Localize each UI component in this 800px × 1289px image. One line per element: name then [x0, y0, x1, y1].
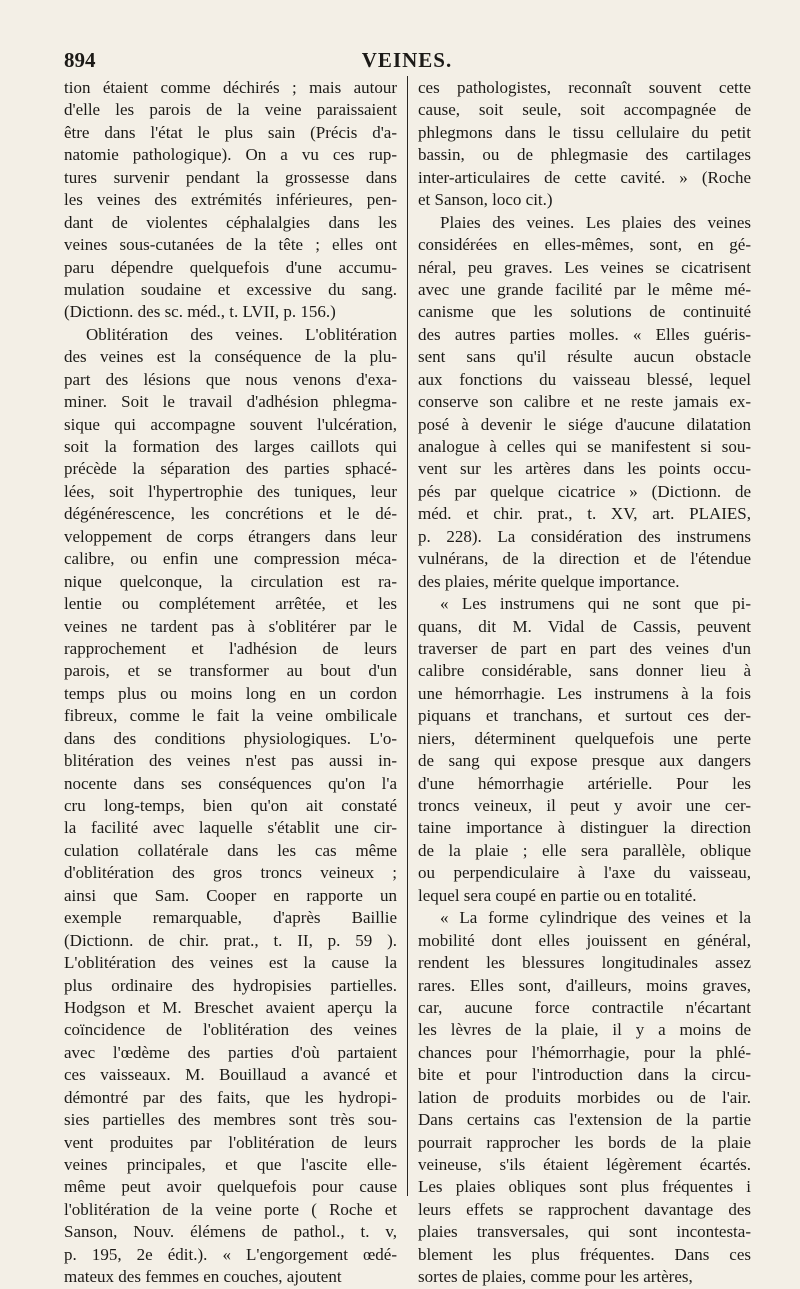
text-line: méd. et chir. prat., t. XV, art. PLAIES, [418, 504, 751, 524]
text-line: « La forme cylindrique des veines et la [440, 908, 751, 928]
text-line: tures survenir pendant la grossesse dans [64, 167, 397, 187]
text-line: Hodgson et M. Breschet avaient aperçu la [64, 997, 397, 1017]
text-line: nique quelconque, la circulation est ra- [64, 571, 397, 591]
text-line: niers, déterminent quelquefois une perte [418, 728, 751, 748]
text-line: taine importance à distinguer la direction [418, 818, 751, 838]
text-line: (Dictionn. de chir. prat., t. II, p. 59 ). [64, 930, 397, 950]
text-line: sies partielles des membres sont très sou- [64, 1110, 397, 1130]
text-line: leurs effets se rapprochent davantage des [418, 1199, 751, 1219]
text-line: « Les instrumens qui ne sont que pi- [440, 594, 751, 614]
text-line: d'elle les parois de la veine paraissaient [64, 100, 397, 120]
text-line: d'une hémorrhagie artérielle. Pour les [418, 773, 751, 793]
text-line: démontré par des faits, que les hydropi- [64, 1087, 397, 1107]
text-line: dégénérescence, les concrétions et le dé- [64, 504, 397, 524]
text-line: ces pathologistes, reconnaît souvent cette [418, 78, 751, 97]
text-line: plaies transversales, qui sont incontesta- [418, 1222, 751, 1242]
text-line: sent sans qu'il résulte aucun obstacle [418, 347, 751, 367]
page-number: 894 [64, 48, 96, 72]
text-line: veines principales, et que l'ascite elle- [64, 1155, 397, 1174]
text-line: Sanson, Nouv. élémens de pathol., t. v, [64, 1222, 397, 1242]
text-line: être dans l'état le plus sain (Précis d'a- [64, 122, 397, 142]
text-line: piquans et tranchans, et surtout ces der- [418, 706, 751, 726]
text-line: Oblitération des veines. L'oblitération [86, 324, 397, 344]
text-line: néral, peu graves. Les veines se cicatrisent [418, 257, 751, 277]
text-line: blement les plus fréquentes. Dans ces [418, 1244, 751, 1264]
text-line: d'oblitération des gros troncs veineux ; [64, 863, 397, 883]
text-line: culation collatérale dans les cas même [64, 840, 397, 860]
text-line: dans des conditions physiologiques. L'o- [64, 728, 397, 748]
text-line: phlegmons dans le tissu cellulaire du petit [418, 122, 751, 142]
text-line: cru long-temps, bien qu'on ait constaté [64, 796, 397, 815]
text-line: lées, soit l'hypertrophie des tuniques, leur [64, 481, 397, 501]
text-line: fibreux, comme le fait la veine ombilicale [64, 706, 397, 726]
text-line: dant de violentes céphalalgies dans les [64, 212, 397, 232]
text-line: traverser de part en part des veines d'un [418, 638, 751, 658]
text-line: avec une grande facilité par le même mé- [418, 279, 751, 299]
text-line: sortes de plaies, comme pour les artères, [418, 1267, 693, 1287]
text-line: considérées en elles-mêmes, sont, en gé- [418, 235, 751, 255]
text-line: ou perpendiculaire à l'axe du vaisseau, [418, 863, 751, 883]
column-divider [407, 76, 408, 1196]
text-line: canisme que les solutions de continuité [418, 302, 751, 322]
text-line: veines ne tardent pas à s'oblitérer par le [64, 616, 397, 636]
text-line: Les plaies obliques sont plus fréquentes i [418, 1177, 751, 1197]
text-line: parois, et se transformer au bout d'un [64, 661, 397, 681]
text-line: vulnérans, de la direction et de l'étendue [418, 549, 751, 569]
text-line: lequel sera coupé en partie ou en totalité. [418, 885, 697, 905]
text-line: lentie ou complétement arrêtée, et les [64, 594, 397, 614]
text-line: veineuse, s'ils étaient légèrement écartés. [418, 1155, 751, 1174]
text-line: lation de produits morbides ou de l'air. [418, 1087, 751, 1107]
text-line: plus ordinaire des hydropisies partielles. [64, 975, 397, 995]
text-line: inter-articulaires de cette cavité. » (Roche [418, 167, 751, 187]
text-line: pés par quelque cicatrice » (Dictionn. de [418, 481, 751, 501]
text-line: aux fonctions du vaisseau blessé, lequel [418, 369, 751, 389]
text-line: quans, dit M. Vidal de Cassis, peuvent [418, 616, 751, 636]
text-line: mateux des femmes en couches, ajoutent [64, 1267, 342, 1287]
text-line: tion étaient comme déchirés ; mais autour [64, 78, 397, 97]
text-line: natomie pathologique). On a vu ces rup- [64, 145, 397, 165]
text-line: calibre considérable, sans donner lieu à [418, 661, 751, 681]
text-line: rares. Elles sont, d'ailleurs, moins graves, [418, 975, 751, 995]
text-line: rapprochement et l'adhésion de leurs [64, 638, 397, 658]
text-line: ces vaisseaux. M. Bouillaud a avancé et [64, 1065, 397, 1085]
text-line: paru dépendre quelquefois d'une accumu- [64, 257, 397, 277]
text-line: et Sanson, loco cit.) [418, 190, 553, 210]
text-line: exemple remarquable, d'après Baillie [64, 908, 397, 928]
text-line: analogue à celles qui se manifestent si sou- [418, 437, 751, 456]
text-line: avec l'œdème des parties d'où partaient [64, 1042, 397, 1062]
text-line: vent sur les artères dans les points occu- [418, 459, 751, 479]
text-line: part des lésions que nous venons d'exa- [64, 369, 397, 389]
text-line: la facilité avec laquelle s'établit une cir- [64, 818, 397, 838]
text-line: p. 228). La considération des instrumens [418, 526, 751, 546]
text-line: coïncidence de l'oblitération des veines [64, 1020, 397, 1040]
text-line: L'oblitération des veines est la cause la [64, 953, 397, 973]
text-line: une hémorrhagie. Les instrumens à la fois [418, 683, 751, 703]
right-column [418, 77, 751, 1289]
text-line: miner. Soit le travail d'adhésion phlegma- [64, 392, 397, 412]
text-line: troncs veineux, il peut y avoir une cer- [418, 796, 751, 815]
text-line: calibre, ou enfin une compression méca- [64, 549, 397, 569]
text-line: l'oblitération de la veine porte ( Roche et [64, 1199, 397, 1219]
text-line: (Dictionn. des sc. méd., t. LVII, p. 156.) [64, 302, 336, 322]
running-head: VEINES. [361, 48, 453, 72]
text-line: ainsi que Sam. Cooper en rapporte un [64, 885, 397, 905]
text-line: chances pour l'hémorrhagie, pour la phlé- [418, 1042, 751, 1062]
text-line: des autres parties molles. « Elles guéris- [418, 324, 751, 344]
text-line: des plaies, mérite quelque importance. [418, 571, 680, 591]
text-line: car, aucune force contractile n'écartant [418, 997, 751, 1017]
text-line: conserve son calibre et ne reste jamais ex- [418, 392, 751, 412]
text-line: bite et pour l'introduction dans la circu- [418, 1065, 751, 1085]
text-line: même peut avoir quelquefois pour cause [64, 1177, 397, 1197]
text-line: bassin, ou de phlegmasie des cartilages [418, 145, 751, 165]
text-line: les lèvres de la plaie, il y a moins de [418, 1020, 751, 1040]
text-line: sique qui accompagne souvent l'ulcération, [64, 414, 397, 434]
text-line: de la plaie ; elle sera parallèle, oblique [418, 840, 751, 860]
text-line: temps plus ou moins long en un cordon [64, 683, 397, 703]
text-line: posé à devenir le siége d'aucune dilatation [418, 414, 751, 434]
text-line: vent produites par l'oblitération de leurs [64, 1132, 397, 1152]
text-line: des veines est la conséquence de la plu- [64, 347, 397, 367]
text-line: mulation soudaine et excessive du sang. [64, 279, 397, 299]
text-line: blitération des veines n'est pas aussi in- [64, 751, 397, 771]
text-line: p. 195, 2e édit.). « L'engorgement œdé- [64, 1244, 397, 1264]
text-line: nocente dans ses conséquences qu'on l'a [64, 773, 397, 793]
text-line: les veines des extrémités inférieures, pen- [64, 190, 397, 210]
text-line: de sang qui expose presque aux dangers [418, 751, 751, 771]
text-line: veines sous-cutanées de la tête ; elles ont [64, 235, 397, 255]
text-line: veloppement de corps étrangers dans leur [64, 526, 397, 546]
text-line: Plaies des veines. Les plaies des veines [440, 212, 751, 232]
text-line: mobilité dont elles jouissent en général, [418, 930, 751, 950]
text-line: pourrait rapprocher les bords de la plaie [418, 1132, 751, 1152]
text-line: rendent les blessures longitudinales assez [418, 953, 751, 973]
text-line: soit la formation des larges caillots qui [64, 437, 397, 456]
page-header [64, 48, 750, 74]
text-line: Dans certains cas l'extension de la partie [418, 1110, 751, 1130]
text-line: cause, soit seule, soit accompagnée de [418, 100, 751, 120]
text-line: précède la séparation des parties sphacé- [64, 459, 397, 479]
left-column [64, 77, 397, 1289]
